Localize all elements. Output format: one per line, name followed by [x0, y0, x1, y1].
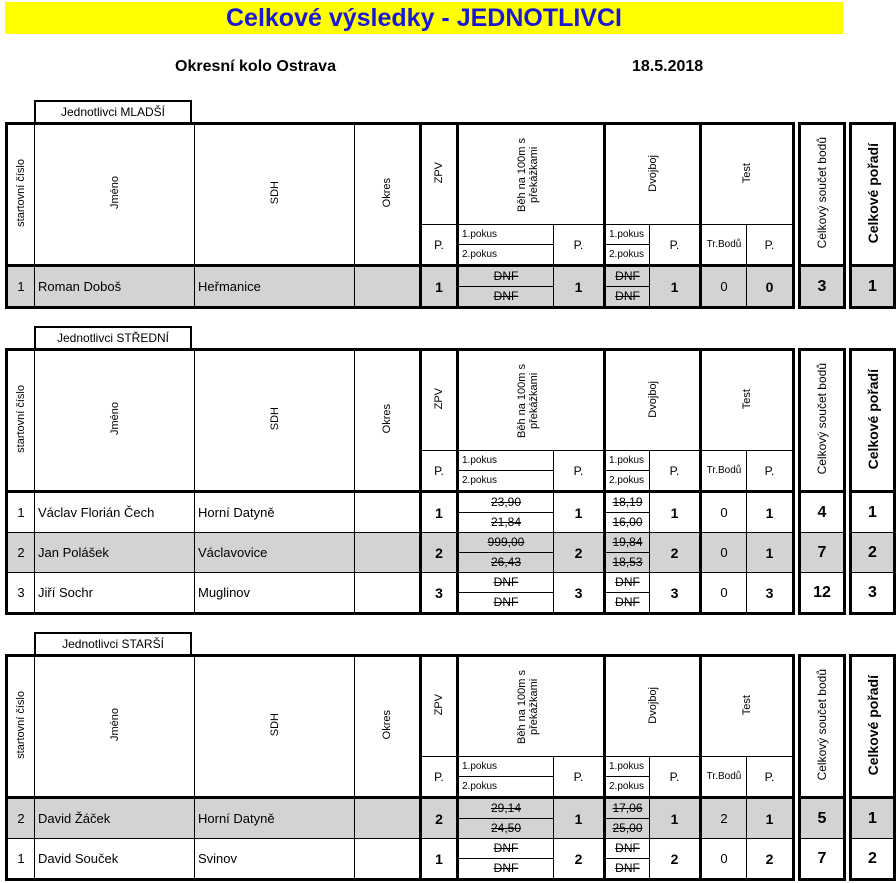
header-test: Test	[701, 124, 794, 225]
test-points: 0	[701, 533, 747, 573]
run-attempts: 23,90 21,84	[458, 492, 554, 533]
header-zpv: ZPV	[421, 350, 458, 451]
run-place: 2	[554, 533, 605, 573]
header-sdh: SDH	[195, 656, 355, 798]
header-test-p: P.	[747, 225, 794, 266]
header-dv-p: P.	[650, 451, 701, 492]
total-rank: 2	[851, 839, 895, 880]
run-place: 1	[554, 266, 605, 308]
run-attempts: DNF DNF	[458, 839, 554, 880]
header-run: Běh na 100m s překážkami	[458, 350, 605, 451]
test-points: 0	[701, 839, 747, 880]
header-dvojboj: Dvojboj	[605, 656, 701, 757]
header-start: startovní číslo	[7, 350, 35, 492]
competitor-name: David Souček	[35, 839, 195, 880]
header-run: Běh na 100m s překážkami	[458, 124, 605, 225]
competitor-name: Roman Doboš	[35, 266, 195, 308]
dvojboj-attempts: DNF DNF	[605, 573, 650, 614]
dvojboj-place: 1	[650, 492, 701, 533]
test-points: 2	[701, 798, 747, 839]
start-number: 2	[7, 533, 35, 573]
result-row	[7, 492, 895, 533]
test-place: 2	[747, 839, 794, 880]
header-start: startovní číslo	[7, 124, 35, 266]
competitor-sdh: Horní Datyně	[195, 798, 355, 839]
result-row	[7, 533, 895, 573]
competitor-okres	[355, 839, 421, 880]
header-rank: Celkové pořadí	[851, 350, 895, 492]
test-place: 1	[747, 798, 794, 839]
start-number: 2	[7, 798, 35, 839]
run-attempts: 29,14 24,50	[458, 798, 554, 839]
total-points: 4	[800, 492, 845, 533]
header-run-pokus: 1.pokus 2.pokus	[458, 757, 554, 798]
dvojboj-place: 1	[650, 266, 701, 308]
test-place: 1	[747, 533, 794, 573]
header-name: Jméno	[35, 350, 195, 492]
total-points: 5	[800, 798, 845, 839]
header-sum: Celkový součet bodů	[800, 656, 845, 798]
start-number: 1	[7, 492, 35, 533]
round-title: Okresní kolo Ostrava	[175, 58, 336, 75]
run-place: 2	[554, 839, 605, 880]
header-test: Test	[701, 656, 794, 757]
header-dvojboj: Dvojboj	[605, 350, 701, 451]
header-zpv: ZPV	[421, 124, 458, 225]
competitor-name: Václav Florián Čech	[35, 492, 195, 533]
zpv-place: 1	[421, 492, 458, 533]
run-attempts: DNF DNF	[458, 266, 554, 308]
competitor-okres	[355, 533, 421, 573]
test-points: 0	[701, 492, 747, 533]
total-points: 7	[800, 839, 845, 880]
header-trbody: Tr.Bodů	[701, 451, 747, 492]
run-place: 3	[554, 573, 605, 614]
dvojboj-place: 2	[650, 533, 701, 573]
total-rank: 1	[851, 266, 895, 308]
dvojboj-attempts: DNF DNF	[605, 839, 650, 880]
header-dv-pokus: 1.pokus 2.pokus	[605, 757, 650, 798]
header-run-pokus: 1.pokus 2.pokus	[458, 225, 554, 266]
header-trbody: Tr.Bodů	[701, 225, 747, 266]
total-points: 12	[800, 573, 845, 614]
dvojboj-place: 1	[650, 798, 701, 839]
results-table	[5, 654, 896, 881]
total-rank: 2	[851, 533, 895, 573]
start-number: 1	[7, 839, 35, 880]
competitor-sdh: Heřmanice	[195, 266, 355, 308]
results-table	[5, 348, 896, 615]
result-row	[7, 839, 895, 880]
header-zpv-p: P.	[421, 451, 458, 492]
dvojboj-attempts: 17,06 25,00	[605, 798, 650, 839]
run-attempts: 999,00 26,43	[458, 533, 554, 573]
zpv-place: 1	[421, 839, 458, 880]
competitor-name: Jiří Sochr	[35, 573, 195, 614]
header-test: Test	[701, 350, 794, 451]
test-place: 1	[747, 492, 794, 533]
competitor-name: Jan Polášek	[35, 533, 195, 573]
header-dvojboj: Dvojboj	[605, 124, 701, 225]
section-label: Jednotlivci STARŠÍ	[34, 632, 192, 654]
header-dv-pokus: 1.pokus 2.pokus	[605, 225, 650, 266]
total-points: 7	[800, 533, 845, 573]
section-label: Jednotlivci STŘEDNÍ	[34, 326, 192, 348]
section-label: Jednotlivci MLADŠÍ	[34, 100, 192, 122]
header-test-p: P.	[747, 757, 794, 798]
results-table	[5, 122, 896, 309]
dvojboj-place: 2	[650, 839, 701, 880]
header-sdh: SDH	[195, 350, 355, 492]
dvojboj-attempts: DNF DNF	[605, 266, 650, 308]
date: 18.5.2018	[632, 58, 704, 75]
header-zpv: ZPV	[421, 656, 458, 757]
competitor-sdh: Muglinov	[195, 573, 355, 614]
header-sum: Celkový součet bodů	[800, 124, 845, 266]
header-okres: Okres	[355, 350, 421, 492]
header-okres: Okres	[355, 656, 421, 798]
header-dv-pokus: 1.pokus 2.pokus	[605, 451, 650, 492]
page-title: Celkové výsledky - JEDNOTLIVCI	[5, 2, 843, 34]
header-run-p: P.	[554, 451, 605, 492]
header-name: Jméno	[35, 656, 195, 798]
header-sdh: SDH	[195, 124, 355, 266]
header-run-p: P.	[554, 225, 605, 266]
test-points: 0	[701, 573, 747, 614]
run-place: 1	[554, 492, 605, 533]
dvojboj-attempts: 18,19 16,00	[605, 492, 650, 533]
header-trbody: Tr.Bodů	[701, 757, 747, 798]
header-run-pokus: 1.pokus 2.pokus	[458, 451, 554, 492]
total-rank: 1	[851, 798, 895, 839]
competitor-okres	[355, 573, 421, 614]
zpv-place: 2	[421, 798, 458, 839]
dvojboj-place: 3	[650, 573, 701, 614]
competitor-okres	[355, 798, 421, 839]
competitor-okres	[355, 266, 421, 308]
start-number: 1	[7, 266, 35, 308]
header-zpv-p: P.	[421, 225, 458, 266]
total-rank: 3	[851, 573, 895, 614]
start-number: 3	[7, 573, 35, 614]
header-okres: Okres	[355, 124, 421, 266]
test-points: 0	[701, 266, 747, 308]
total-points: 3	[800, 266, 845, 308]
competitor-sdh: Horní Datyně	[195, 492, 355, 533]
header-test-p: P.	[747, 451, 794, 492]
competitor-okres	[355, 492, 421, 533]
competitor-name: David Žáček	[35, 798, 195, 839]
header-name: Jméno	[35, 124, 195, 266]
header-rank: Celkové pořadí	[851, 124, 895, 266]
competitor-sdh: Václavovice	[195, 533, 355, 573]
test-place: 0	[747, 266, 794, 308]
header-rank: Celkové pořadí	[851, 656, 895, 798]
header-sum: Celkový součet bodů	[800, 350, 845, 492]
test-place: 3	[747, 573, 794, 614]
competitor-sdh: Svinov	[195, 839, 355, 880]
header-dv-p: P.	[650, 757, 701, 798]
header-start: startovní číslo	[7, 656, 35, 798]
zpv-place: 3	[421, 573, 458, 614]
result-row	[7, 266, 895, 308]
dvojboj-attempts: 19,84 18,53	[605, 533, 650, 573]
total-rank: 1	[851, 492, 895, 533]
run-place: 1	[554, 798, 605, 839]
result-row	[7, 573, 895, 614]
header-dv-p: P.	[650, 225, 701, 266]
run-attempts: DNF DNF	[458, 573, 554, 614]
header-run: Běh na 100m s překážkami	[458, 656, 605, 757]
header-zpv-p: P.	[421, 757, 458, 798]
zpv-place: 1	[421, 266, 458, 308]
result-row	[7, 798, 895, 839]
header-run-p: P.	[554, 757, 605, 798]
zpv-place: 2	[421, 533, 458, 573]
